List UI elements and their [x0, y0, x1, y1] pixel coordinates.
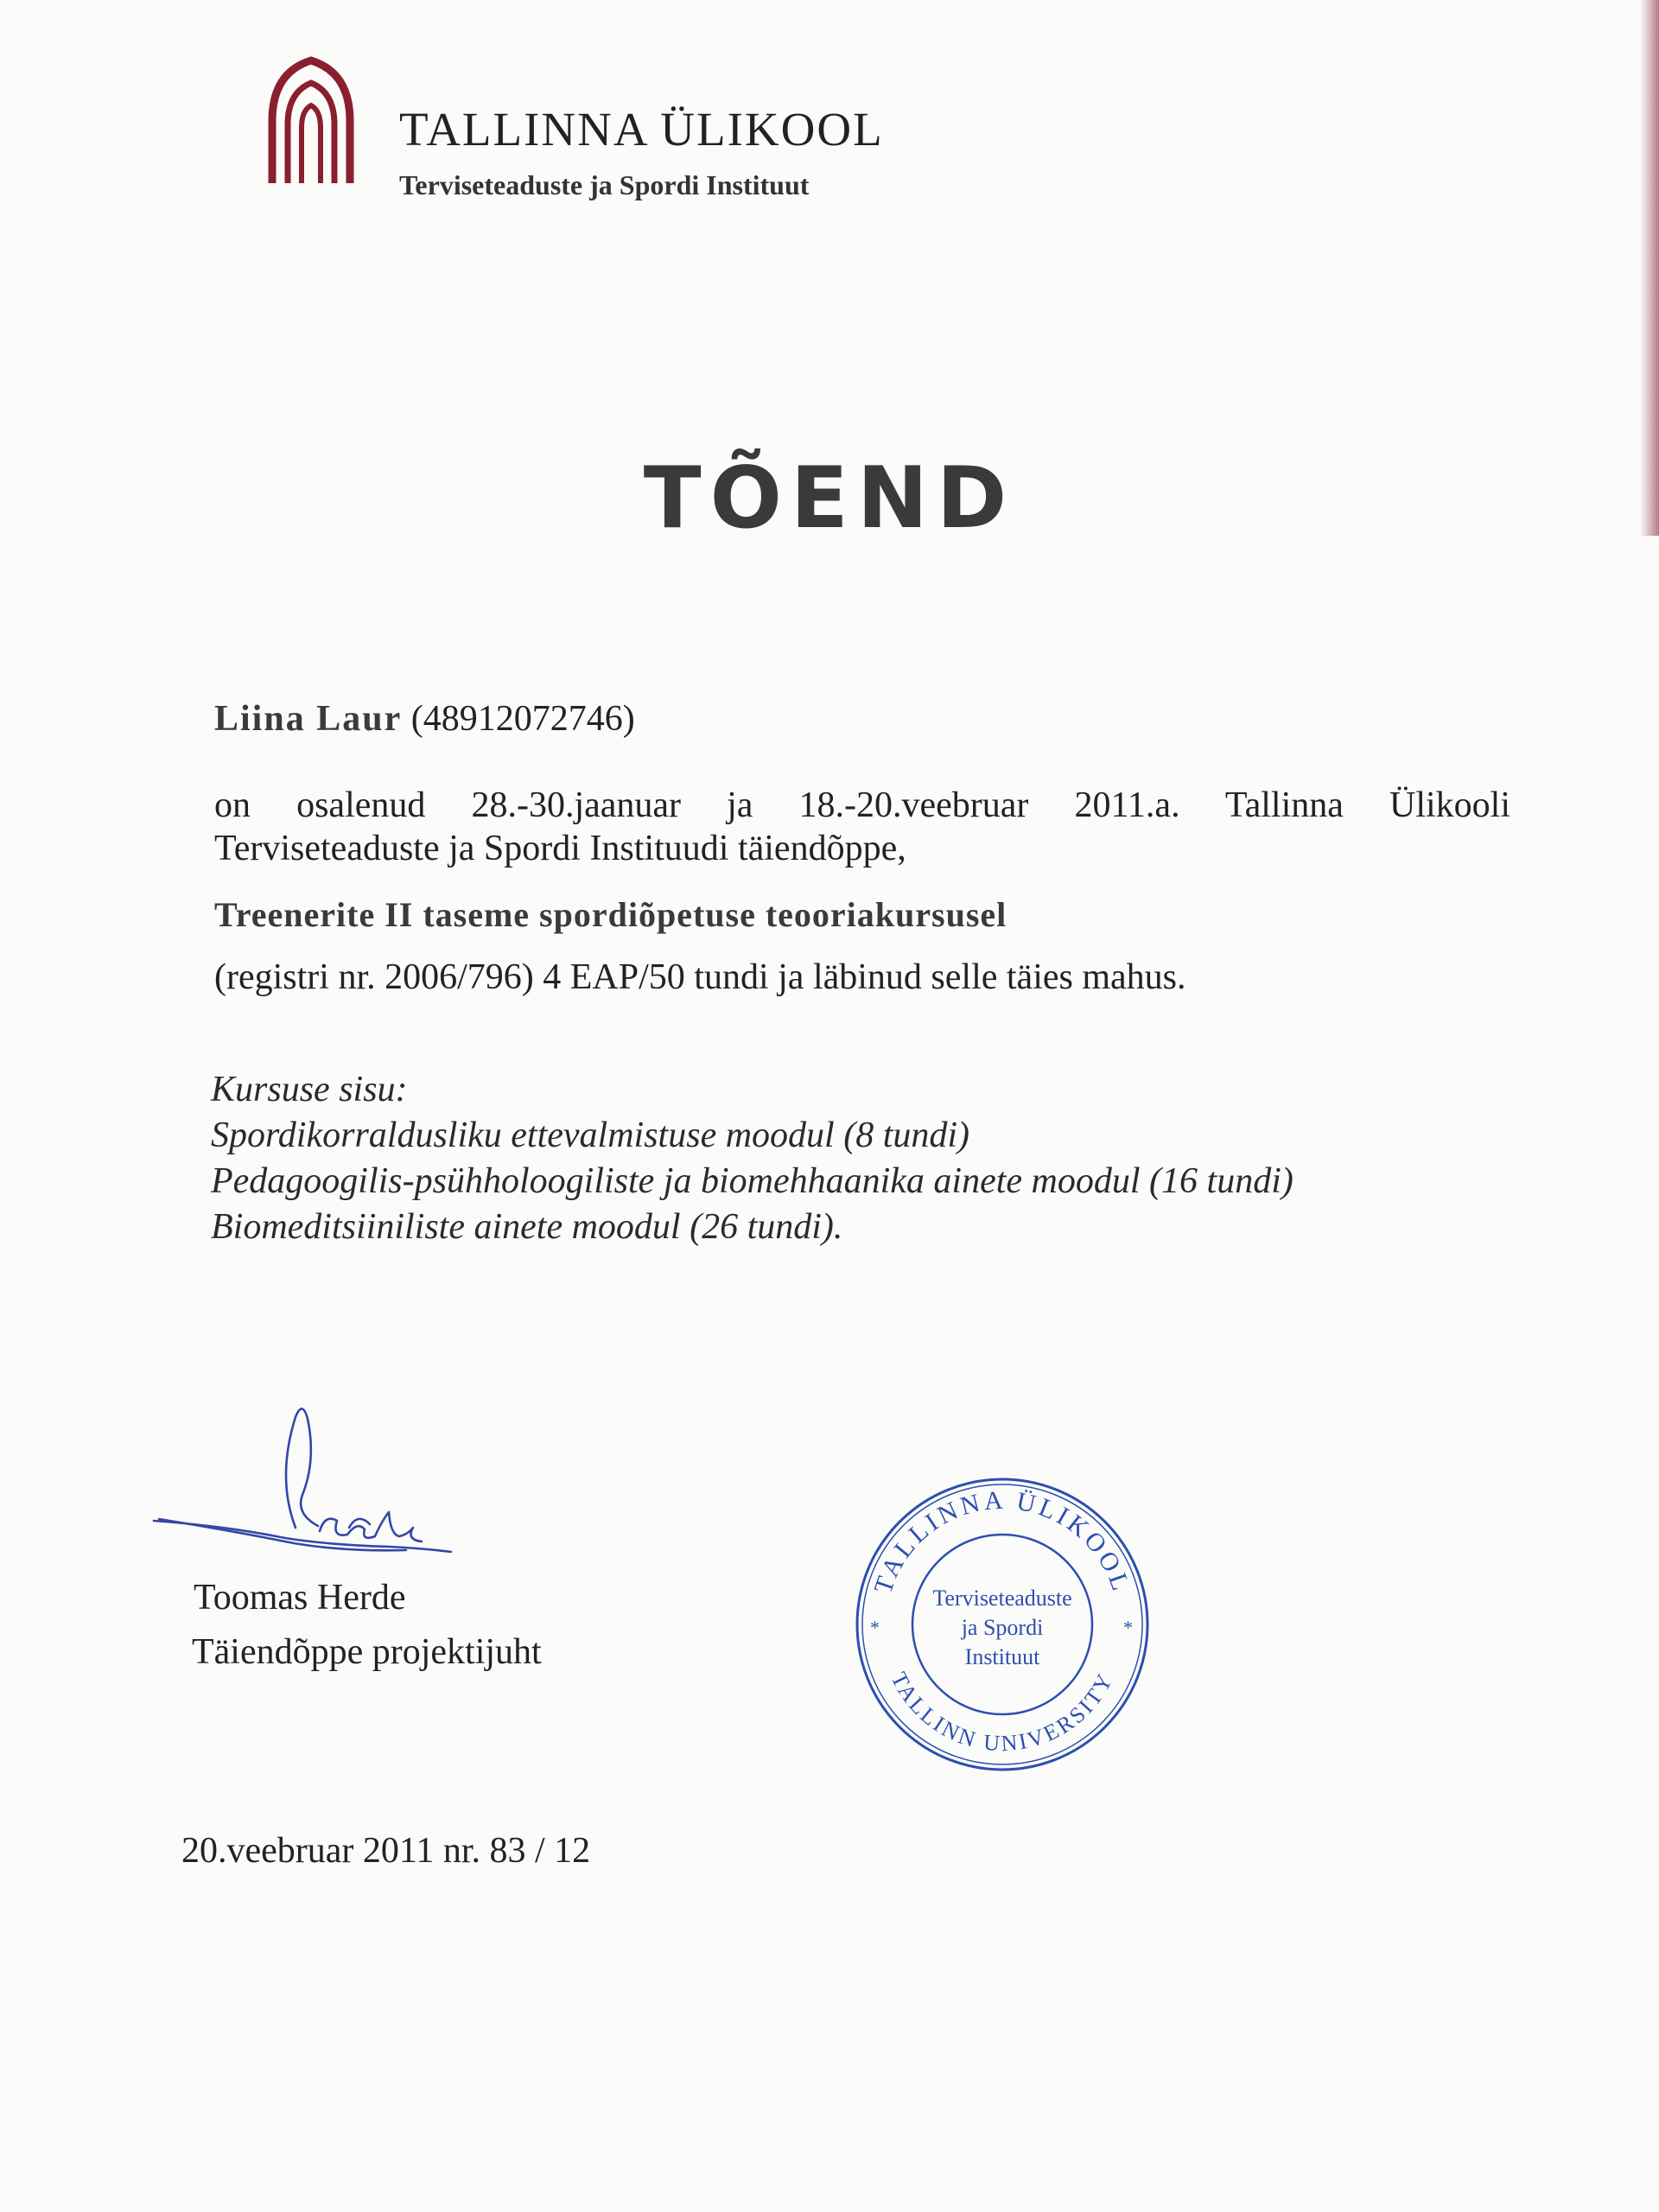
stamp-inner-text: Terviseteaduste: [932, 1586, 1072, 1611]
stamp-inner-text: Instituut: [964, 1644, 1040, 1669]
document-footer-date-number: 20.veebruar 2011 nr. 83 / 12: [181, 1831, 591, 1871]
signer-role: Täiendõppe projektijuht: [192, 1632, 542, 1672]
stamp-outer-top-text: TALLINNA ÜLIKOOL: [868, 1485, 1136, 1598]
body-line-1: on osalenud 28.-30.jaanuar ja 18.-20.veebruar 2011.a. Tallinna Ülikooli: [214, 785, 1510, 825]
svg-text:TALLINN UNIVERSITY: [887, 1668, 1119, 1756]
stamp-outer-bottom-text: TALLINN UNIVERSITY: [886, 1668, 1119, 1757]
contents-heading: Kursuse sisu:: [211, 1070, 408, 1109]
stamp-star-icon: *: [870, 1617, 880, 1638]
university-logo-icon: [264, 54, 359, 192]
registry-line: (registri nr. 2006/796) 4 EAP/50 tundi ja läbinud selle täies mahus.: [214, 957, 1186, 997]
contents-item: Biomeditsiiniliste ainete moodul (26 tundi).: [211, 1207, 843, 1247]
stamp-star-icon: *: [1123, 1617, 1133, 1638]
person-name: Liina Laur: [214, 699, 403, 739]
person-code: (48912072746): [410, 699, 635, 739]
organization-unit: Terviseteaduste ja Spordi Instituut: [399, 169, 810, 200]
person-line: [214, 698, 635, 740]
handwritten-signature: [147, 1382, 475, 1581]
signer-name: Toomas Herde: [194, 1578, 406, 1618]
body-line-2: Terviseteaduste ja Spordi Instituudi täiendõppe,: [214, 829, 906, 868]
official-stamp: [847, 1469, 1158, 1780]
stamp-inner-text: ja Spordi: [961, 1615, 1044, 1640]
contents-item: Spordikorraldusliku ettevalmistuse moodul (8 tundi): [211, 1116, 970, 1155]
contents-item: Pedagoogilis-psühholoogiliste ja biomehhaanika ainete moodul (16 tundi): [211, 1161, 1294, 1201]
organization-name: TALLINNA ÜLIKOOL: [399, 103, 884, 156]
course-name: Treenerite II taseme spordiõpetuse teooriakursusel: [214, 895, 1007, 934]
svg-text:TALLINNA ÜLIKOOL: [868, 1486, 1135, 1598]
document-title: TÕEND: [643, 449, 1016, 548]
